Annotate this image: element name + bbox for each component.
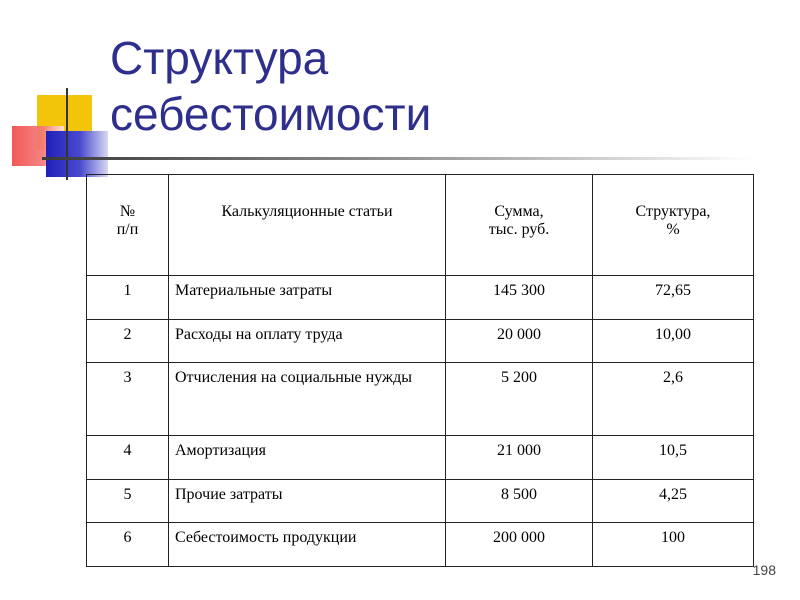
row-item: Отчисления на социальные нужды xyxy=(169,363,446,436)
row-num: 1 xyxy=(87,276,169,320)
header-item-label: Калькуляционные статьи xyxy=(221,203,393,220)
title-underline xyxy=(42,157,752,160)
header-sum xyxy=(446,175,593,276)
row-structure: 100 xyxy=(593,523,754,567)
page-number: 198 xyxy=(752,562,776,578)
row-structure: 10,5 xyxy=(593,436,754,480)
row-num: 3 xyxy=(87,363,169,436)
row-structure: 4,25 xyxy=(593,480,754,523)
header-num xyxy=(87,175,169,276)
header-num-line1: № xyxy=(119,203,136,220)
cost-structure-table xyxy=(86,174,754,567)
decor-blue-square xyxy=(46,131,108,177)
row-num: 2 xyxy=(87,320,169,363)
table-row xyxy=(87,276,754,320)
decor-vertical-line xyxy=(66,88,68,180)
row-sum: 21 000 xyxy=(446,436,593,480)
header-sum-line1: Сумма, xyxy=(494,203,544,220)
table-header-row xyxy=(87,175,754,276)
header-sum-line2: тыс. руб. xyxy=(488,221,550,238)
row-item: Расходы на оплату труда xyxy=(169,320,446,363)
header-structure xyxy=(593,175,754,276)
row-num: 4 xyxy=(87,436,169,480)
row-sum: 145 300 xyxy=(446,276,593,320)
row-sum: 20 000 xyxy=(446,320,593,363)
row-sum: 8 500 xyxy=(446,480,593,523)
header-num-line2: п/п xyxy=(116,221,139,238)
row-item: Себестоимость продукции xyxy=(169,523,446,567)
row-num: 6 xyxy=(87,523,169,567)
table-row xyxy=(87,480,754,523)
header-structure-line2: % xyxy=(666,221,680,238)
table-row xyxy=(87,320,754,363)
row-sum: 5 200 xyxy=(446,363,593,436)
header-structure-line1: Структура, xyxy=(635,203,711,220)
page-title xyxy=(110,30,431,142)
table-row xyxy=(87,523,754,567)
row-sum: 200 000 xyxy=(446,523,593,567)
row-structure: 2,6 xyxy=(593,363,754,436)
row-structure: 10,00 xyxy=(593,320,754,363)
row-item: Амортизация xyxy=(169,436,446,480)
row-num: 5 xyxy=(87,480,169,523)
row-structure: 72,65 xyxy=(593,276,754,320)
row-item: Прочие затраты xyxy=(169,480,446,523)
title-line-1: Структура xyxy=(110,32,329,84)
table-row xyxy=(87,363,754,436)
row-item: Материальные затраты xyxy=(169,276,446,320)
title-line-2: себестоимости xyxy=(110,88,432,140)
header-item xyxy=(169,175,446,276)
table-row xyxy=(87,436,754,480)
